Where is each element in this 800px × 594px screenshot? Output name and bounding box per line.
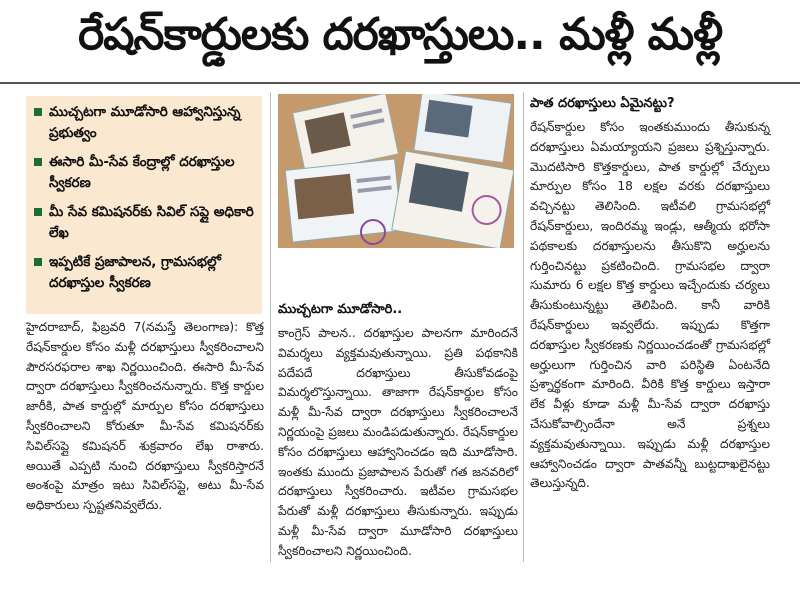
ration-cards-photo xyxy=(278,94,514,248)
headline-rule xyxy=(0,82,800,84)
article-column-2 xyxy=(278,300,518,562)
column-text: రేషన్‌కార్డుల కోసం ఇంతకుముందు తీసుకున్న దరఖాస్తులు ఏమయ్యాయని ప్రజలు ప్రశ్నిస్తున్నారు. మొదటిసారి కొత్తకార్డులు, పాత కార్డుల్లో చేర్పులు మార్పుల కోసం 18 లక్షల వరకు దరఖాస్తులు వచ్చినట్టు తెలిసింది. ఇటీవలి గ్రామసభల్లో రేషన్‌కార్డులు, ఇందిరమ్మ ఇండ్లు, ఆత్మీయ భరోసా పథకాలకు దరఖాస్తులను తీసుకొని అర్హులను గుర్తించినట్టు ప్రకటించింది. గ్రామసభల ద్వారా సుమారు 6 లక్షల కొత్త కార్డులు ఇచ్చేందుకు చర్యలు తీసుకుంటున్నట్టు తెలిపింది. కానీ వారికి రేషన్‌కార్డులు ఇవ్వలేదు. ఇప్పుడు కొత్తగా దరఖాస్తుల స్వీకరణకు నిర్ణయించడంతో గ్రామసభల్లో అర్హులుగా గుర్తించిన వారి పరిస్థితి ఏంటనేది ప్రశ్నార్థకంగా మారింది. వీరికి కొత్త కార్డులు ఇస్తారా లేక వీళ్లు కూడా మళ్లీ మీ-సేవ ద్వారా దరఖాస్తు చేసుకోవాల్సిందేనా అనే ప్రశ్నలు వ్యక్తమవుతున్నాయి. ఇప్పుడు మళ్లీ దరఖాస్తుల ఆహ్వానించడం ద్వారా పాతవన్నీ బుట్టదాఖలైనట్టు తెలుస్తున్నది. xyxy=(530,120,770,491)
highlight-item xyxy=(34,252,256,294)
highlights-box xyxy=(26,96,262,314)
column-divider xyxy=(270,92,271,562)
bullet-icon xyxy=(34,158,42,166)
column-text: కాంగ్రెస్ పాలన.. దరఖాస్తుల పాలనగా మారిందనే విమర్శలు వ్యక్తమవుతున్నాయి. ప్రతి పథకానికి పదేపదే దరఖాస్తులు తీసుకోవడంపై విమర్శలొస్తున్నాయి. తాజాగా రేషన్‌కార్డుల కోసం మళ్లీ మీ-సేవ ద్వారా దరఖాస్తులు స్వీకరించాలనే నిర్ణయంపై ప్రజలు మండిపడుతున్నారు. రేషన్‌కార్డుల కోసం దరఖాస్తులు ఆహ్వానించడం ఇది మూడోసారి. ఇంతకు ముందు ప్రజాపాలన పేరుతో గత జనవరిలో దరఖాస్తులు స్వీకరించారు. ఇటీవల గ్రామసభల పేరుతో మళ్లీ దరఖాస్తులు తీసుకున్నారు. ఇప్పుడు మళ్లీ మీ-సేవ ద్వారా మూడోసారి దరఖాస్తులు స్వీకరించాలని నిర్ణయించింది. xyxy=(278,326,518,558)
column-divider xyxy=(523,92,524,562)
highlight-item xyxy=(34,202,256,244)
headline: రేషన్‌కార్డులకు దరఖాస్తులు.. మళ్లీ మళ్లీ xyxy=(78,9,722,60)
subheading: ముచ్చటగా మూడోసారి.. xyxy=(278,302,403,317)
bullet-icon xyxy=(34,258,42,266)
highlight-item xyxy=(34,152,256,194)
subheading: పాత దరఖాస్తులు ఏమైనట్టు? xyxy=(530,96,675,111)
bullet-icon xyxy=(34,208,42,216)
article-column-3 xyxy=(530,94,770,494)
highlight-text: మీ సేవ కమిషనర్‌కు సివిల్ సప్లై అధికారి లేఖ xyxy=(49,204,254,241)
highlight-text: ఇప్పటికే ప్రజాపాలన, గ్రామసభల్లో దరఖాస్తుల స్వీకరణ xyxy=(49,254,221,291)
highlight-item xyxy=(34,102,256,144)
article-column-1: హైదరాబాద్, ఫిబ్రవరి 7(నమస్తే తెలంగాణ): కొత్త రేషన్‌కార్డుల కోసం మళ్లీ దరఖాస్తులు స్వీకరించాలని పౌరసరఫరాల శాఖ నిర్ణయించింది. ఈసారి మీ-సేవ ద్వారా దరఖాస్తులు స్వీకరించనున్నారు. కొత్త కార్డుల జారీకి, పాత కార్డుల్లో మార్పుల కోసం దరఖాస్తులు స్వీకరించాలని కోరుతూ మీ-సేవ కమిషనర్‌కు సివిల్‌సప్లై కమిషనర్ శుక్రవారం లేఖ రాశారు. అయితే ఎప్పటి నుంచి దరఖాస్తులు స్వీకరిస్తారనే అంశంపై మాత్రం ఇటు సివిల్‌సప్లై, అటు మీ-సేవ అధికారులు స్పష్టతనివ్వలేదు. xyxy=(26,320,264,513)
highlight-text: ఈసారి మీ-సేవ కేంద్రాల్లో దరఖాస్తుల స్వీకరణ xyxy=(49,154,235,191)
highlight-text: ముచ్చటగా మూడోసారి ఆహ్వానిస్తున్న ప్రభుత్వం xyxy=(49,104,241,141)
bullet-icon xyxy=(34,108,42,116)
